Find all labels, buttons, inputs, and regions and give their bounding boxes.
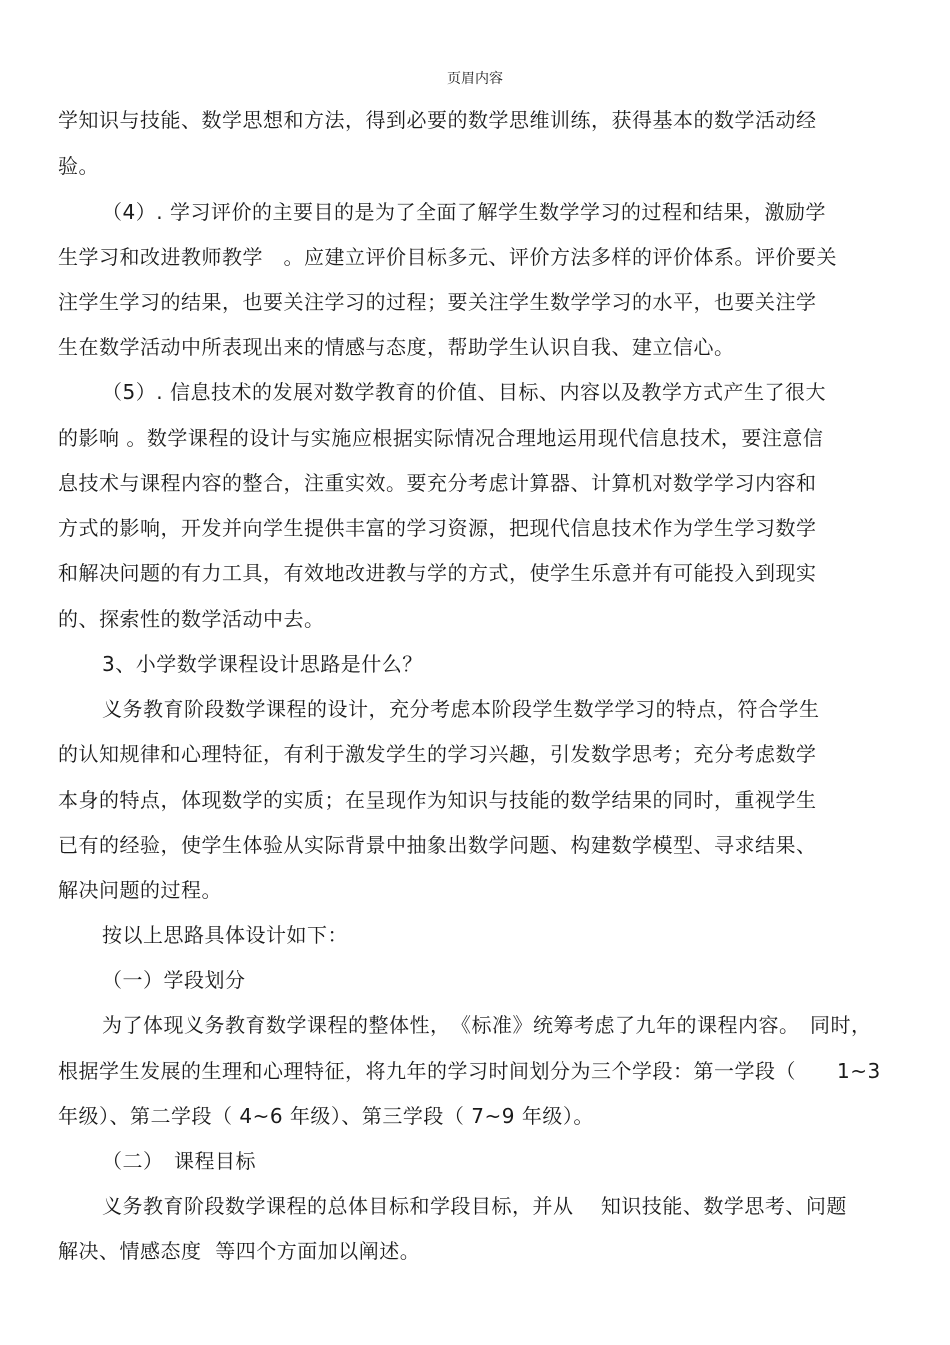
text-line: 义务教育阶段数学课程的总体目标和学段目标，并从 知识技能、数学思考、问题: [102, 1194, 847, 1218]
subsection-heading: （二） 课程目标: [102, 1149, 256, 1173]
text-line: （4）. 学习评价的主要目的是为了全面了解学生数学学习的过程和结果，激励学: [102, 200, 826, 224]
text-line: 义务教育阶段数学课程的设计，充分考虑本阶段学生数学学习的特点，符合学生: [102, 697, 820, 721]
text-line: （5）. 信息技术的发展对数学教育的价值、目标、内容以及教学方式产生了很大: [102, 380, 826, 404]
page-header: 页眉内容: [447, 71, 503, 87]
section-heading: 3、小学数学课程设计思路是什么？: [102, 652, 423, 676]
text-line: 解决问题的过程。: [58, 878, 222, 902]
text-line: 解决、情感态度 等四个方面加以阐述。: [58, 1239, 421, 1263]
text-line: 生学习和改进教师教学 。应建立评价目标多元、评价方法多样的评价体系。评价要关: [58, 245, 837, 269]
text-line: 年级）、第二学段（ 4~6 年级）、第三学段（ 7~9 年级）。: [58, 1104, 594, 1128]
text-line: 已有的经验，使学生体验从实际背景中抽象出数学问题、构建数学模型、寻求结果、: [58, 833, 817, 857]
text-line: 方式的影响，开发并向学生提供丰富的学习资源，把现代信息技术作为学生学习数学: [58, 516, 817, 540]
text-line: 的影响 。数学课程的设计与实施应根据实际情况合理地运用现代信息技术，要注意信: [58, 426, 824, 450]
text-line: 为了体现义务教育数学课程的整体性， 《标准》统筹考虑了九年的课程内容。 同时，: [102, 1013, 872, 1037]
text-line: 息技术与课程内容的整合，注重实效。要充分考虑计算器、计算机对数学学习内容和: [58, 471, 817, 495]
subsection-heading: （一）学段划分: [102, 968, 246, 992]
text-line: 按以上思路具体设计如下：: [102, 923, 348, 947]
text-line: 的、探索性的数学活动中去。: [58, 607, 325, 631]
text-line: 本身的特点，体现数学的实质；在呈现作为知识与技能的数学结果的同时，重视学生: [58, 788, 817, 812]
text-line: 生在数学活动中所表现出来的情感与态度，帮助学生认识自我、建立信心。: [58, 335, 735, 359]
text-line: 注学生学习的结果，也要关注学习的过程；要关注学生数学学习的水平，也要关注学: [58, 290, 817, 314]
text-line: 根据学生发展的生理和心理特征，将九年的学习时间划分为三个学段：第一学段（ 1~3: [58, 1059, 881, 1083]
text-line: 的认知规律和心理特征，有利于激发学生的学习兴趣，引发数学思考；充分考虑数学: [58, 742, 817, 766]
text-line: 和解决问题的有力工具，有效地改进教与学的方式，使学生乐意并有可能投入到现实: [58, 561, 817, 585]
text-line: 学知识与技能、数学思想和方法，得到必要的数学思维训练，获得基本的数学活动经: [58, 108, 817, 132]
text-line: 验。: [58, 154, 99, 178]
